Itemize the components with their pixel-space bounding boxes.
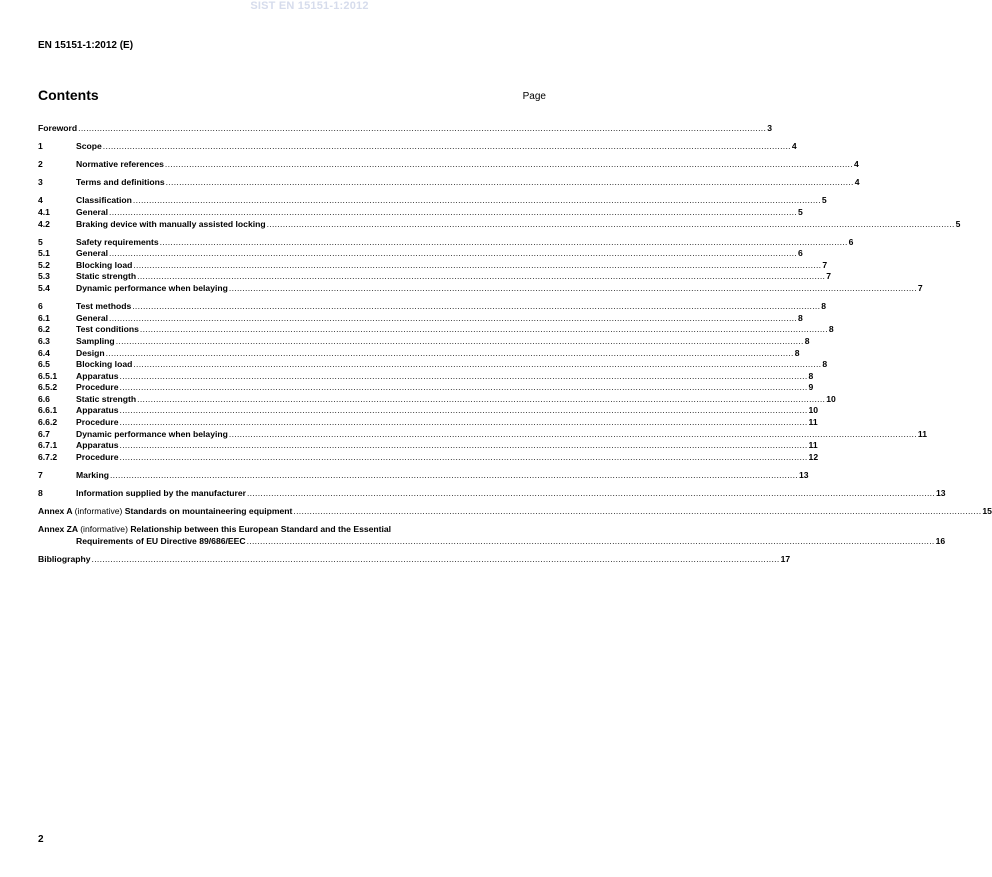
toc-entry-number: 7 (38, 469, 43, 480)
leader-dots (116, 336, 804, 348)
toc-entry[interactable] (38, 248, 803, 260)
leader-dots (92, 554, 780, 566)
leader-dots (166, 177, 854, 189)
toc-entry-title: Scope (76, 141, 102, 152)
toc-entry[interactable] (38, 359, 828, 371)
toc-entry-number: 6 (38, 301, 43, 312)
toc-entry[interactable] (38, 283, 923, 295)
toc-entry-title: Dynamic performance when belaying (76, 283, 228, 294)
toc-entry-number: 5.3 (38, 271, 50, 282)
toc-entry-page: 7 (917, 283, 923, 294)
toc-entry-title: Normative references (76, 159, 164, 170)
toc-entry-title: Procedure (76, 451, 119, 462)
toc-entry[interactable] (38, 123, 772, 135)
leader-dots (132, 301, 820, 313)
leader-dots (120, 440, 808, 452)
toc-entry-page: 8 (808, 370, 814, 381)
toc-entry[interactable] (38, 488, 946, 500)
annex-a-type: (informative) (74, 506, 123, 517)
toc-entry-bibliography[interactable] (38, 553, 791, 566)
toc-entry[interactable] (38, 312, 803, 325)
table-of-contents (38, 123, 992, 566)
toc-entry[interactable] (38, 301, 827, 313)
leader-dots (120, 405, 808, 417)
toc-entry[interactable] (38, 393, 836, 406)
toc-entry[interactable] (38, 440, 818, 452)
leader-dots (247, 536, 935, 548)
leader-dots (120, 417, 808, 429)
toc-entry-number: 5.2 (38, 259, 50, 270)
toc-entry-title: Apparatus (76, 440, 119, 451)
toc-entry-number: 4.1 (38, 206, 50, 217)
leader-dots (133, 359, 821, 371)
leader-dots (247, 488, 935, 500)
toc-entry-number: 4 (38, 195, 43, 206)
leader-dots (120, 371, 808, 383)
toc-entry-title: Braking device with manually assisted locking (76, 218, 266, 229)
leader-dots (267, 219, 955, 231)
toc-entry-page: 11 (917, 428, 927, 439)
toc-entry-title: Static strength (76, 271, 137, 282)
toc-entry-title: Procedure (76, 417, 119, 428)
leader-dots (109, 207, 797, 219)
toc-entry-number: 6.5.2 (38, 382, 58, 393)
leader-dots (293, 506, 981, 518)
toc-entry-page: 12 (808, 451, 819, 462)
toc-entry-number: 3 (38, 177, 43, 188)
leader-dots (229, 283, 917, 295)
toc-entry[interactable] (38, 428, 927, 441)
toc-entry-number: 6.5 (38, 359, 50, 370)
toc-entry-number: 6.2 (38, 324, 50, 335)
toc-entry-title: Blocking load (76, 359, 133, 370)
toc-entry-page: 4 (853, 159, 859, 170)
page-column-label: Page (522, 91, 546, 102)
annex-za-prefix: Annex ZA (38, 524, 78, 535)
toc-entry[interactable] (38, 259, 828, 272)
toc-entry-page: 6 (798, 248, 803, 259)
toc-entry-title: Terms and definitions (76, 177, 165, 188)
bibliography-page: 17 (780, 553, 791, 564)
toc-entry[interactable] (38, 159, 859, 171)
toc-entry-page: 5 (955, 218, 961, 229)
toc-entry[interactable] (38, 141, 797, 153)
toc-entry-page: 11 (808, 440, 818, 451)
toc-entry-number: 5.1 (38, 248, 50, 259)
leader-dots (120, 452, 808, 464)
leader-dots (103, 141, 791, 153)
toc-entry-title: Procedure (76, 382, 119, 393)
toc-entry-title: General (76, 248, 109, 259)
watermark: SIST EN 15151-1:2012 (250, 0, 369, 12)
toc-entry[interactable] (38, 177, 860, 189)
toc-entry-title: Foreword (38, 123, 78, 133)
toc-entry[interactable] (38, 370, 814, 383)
leader-dots (140, 324, 828, 336)
annex-a-prefix: Annex A (38, 506, 73, 517)
toc-entry-number: 6.7.1 (38, 440, 58, 451)
annex-za-page: 16 (935, 535, 946, 546)
toc-entry-page: 10 (808, 405, 819, 416)
annex-za-title-line2: Requirements of EU Directive 89/686/EEC (76, 535, 246, 546)
leader-dots (133, 195, 821, 207)
toc-entry-number: 6.6.2 (38, 417, 58, 428)
toc-entry-page: 5 (821, 195, 827, 206)
leader-dots (160, 237, 848, 249)
annex-za-title-line1: Relationship between this European Standard and the Essential (130, 524, 392, 535)
leader-dots (133, 260, 821, 272)
toc-entry-number: 6.6.1 (38, 405, 58, 416)
toc-entry-title: Safety requirements (76, 236, 159, 247)
toc-entry-number: 6.3 (38, 335, 50, 346)
toc-entry-number: 6.6 (38, 393, 50, 404)
toc-entry-number: 1 (38, 141, 43, 152)
toc-entry-title: Marking (76, 469, 109, 480)
toc-entry-page: 3 (767, 123, 772, 133)
toc-entry-number: 6.5.1 (38, 370, 58, 381)
toc-entry-annex-za[interactable] (38, 524, 946, 547)
toc-entry-page: 8 (822, 359, 828, 370)
toc-entry-title: Dynamic performance when belaying (76, 428, 228, 439)
toc-entry-page: 8 (821, 301, 827, 312)
annex-a-page: 15 (982, 506, 992, 517)
toc-entry-number: 5 (38, 236, 43, 247)
toc-entry-page: 9 (808, 382, 814, 393)
leader-dots (109, 313, 797, 325)
toc-entry-page: 4 (854, 177, 860, 188)
toc-entry-page: 13 (936, 488, 946, 499)
toc-entry-title: Apparatus (76, 405, 119, 416)
toc-entry-page: 7 (826, 271, 831, 282)
toc-entry-page: 5 (798, 206, 803, 217)
toc-entry[interactable] (38, 206, 803, 219)
leader-dots (106, 348, 794, 360)
toc-entry[interactable] (38, 469, 809, 482)
toc-entry-title: General (76, 312, 109, 323)
toc-entry[interactable] (38, 382, 814, 394)
toc-entry-number: 2 (38, 159, 43, 170)
toc-entry-title: Apparatus (76, 370, 119, 381)
leader-dots (137, 271, 825, 283)
toc-entry-title: Static strength (76, 393, 137, 404)
toc-entry-number: 8 (38, 488, 43, 499)
toc-entry-number: 6.7 (38, 428, 50, 439)
leader-dots (229, 429, 917, 441)
toc-entry-title: Test conditions (76, 324, 139, 335)
leader-dots (78, 123, 766, 135)
toc-entry-title: Blocking load (76, 259, 133, 270)
contents-title: Contents (38, 87, 99, 103)
toc-entry-annex-a[interactable] (38, 506, 992, 518)
toc-entry[interactable] (38, 405, 819, 417)
toc-entry[interactable] (38, 218, 961, 231)
toc-entry[interactable] (38, 195, 827, 207)
toc-entry[interactable] (38, 236, 854, 249)
toc-entry-title: Sampling (76, 335, 115, 346)
leader-dots (137, 394, 825, 406)
annex-za-type: (informative) (80, 524, 128, 535)
toc-entry[interactable] (38, 271, 831, 283)
toc-entry[interactable] (38, 324, 834, 336)
toc-entry-page: 7 (822, 259, 828, 270)
toc-entry-title: Information supplied by the manufacturer (76, 488, 246, 499)
toc-entry-title: Design (76, 347, 105, 358)
toc-entry-page: 10 (826, 393, 836, 404)
toc-entry[interactable] (38, 347, 800, 360)
toc-entry-page: 8 (828, 324, 834, 335)
toc-entry-number: 6.7.2 (38, 451, 58, 462)
toc-entry-title: Test methods (76, 301, 132, 312)
toc-entry-page: 8 (798, 312, 803, 323)
document-id: EN 15151-1:2012 (E) (38, 40, 134, 51)
toc-entry-number: 6.1 (38, 312, 50, 323)
toc-entry-number: 6.4 (38, 347, 50, 358)
toc-entry-page: 13 (798, 469, 809, 480)
toc-entry-title: General (76, 206, 109, 217)
toc-entry-page: 8 (794, 347, 800, 358)
toc-entry-number: 5.4 (38, 283, 50, 294)
bibliography-label: Bibliography (38, 553, 91, 564)
toc-entry-page: 6 (848, 236, 854, 247)
leader-dots (110, 470, 798, 482)
annex-a-title: Standards on mountaineering equipment (124, 506, 293, 517)
page-number: 2 (38, 834, 44, 845)
leader-dots (165, 159, 853, 171)
toc-entry[interactable] (38, 335, 810, 348)
toc-entry-page: 11 (808, 417, 818, 428)
toc-entry-title: Classification (76, 195, 132, 206)
toc-entry-page: 4 (791, 141, 797, 152)
toc-entry-page: 8 (804, 335, 810, 346)
toc-entry[interactable] (38, 451, 819, 464)
leader-dots (109, 248, 797, 260)
toc-entry-number: 4.2 (38, 218, 50, 229)
toc-entry[interactable] (38, 417, 818, 429)
leader-dots (120, 382, 808, 394)
